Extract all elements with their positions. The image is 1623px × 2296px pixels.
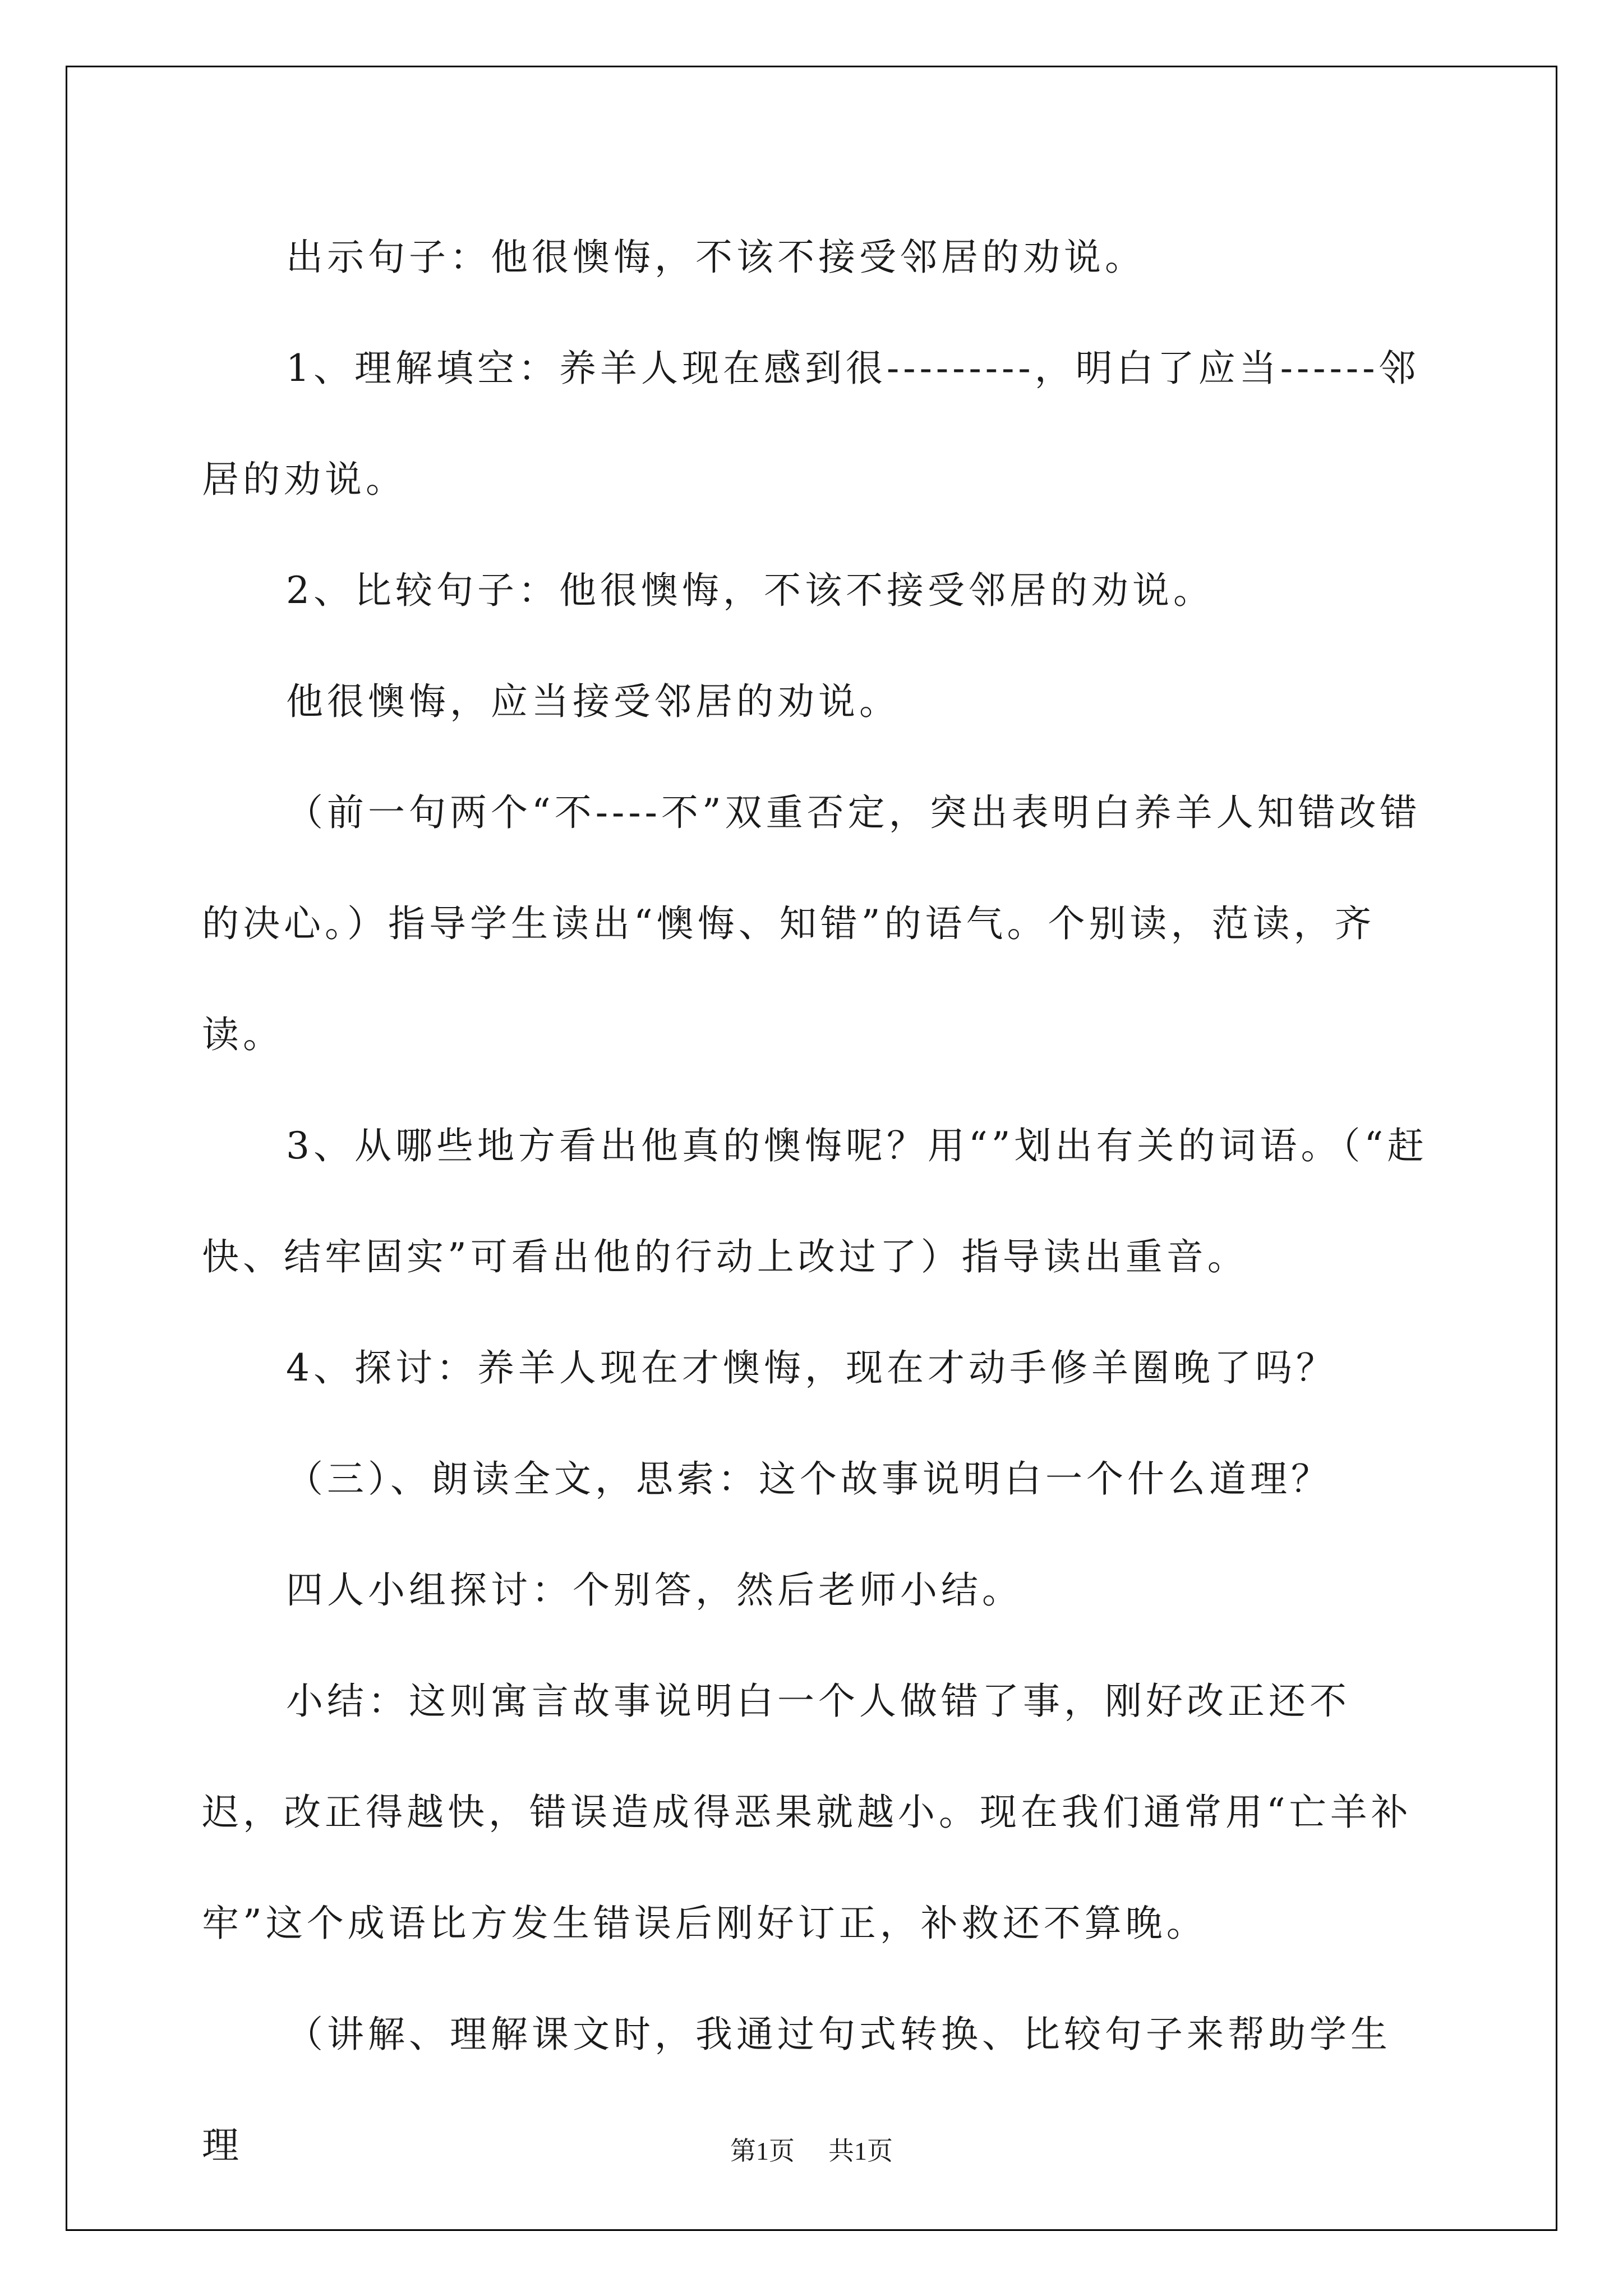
paragraph: 四人小组探讨：个别答，然后老师小结。 [286, 1568, 1023, 1612]
paragraph: （三）、朗读全文，思索：这个故事说明白一个什么道理？ [286, 1457, 1332, 1501]
paragraph: 3、从哪些地方看出他真的懊悔呢？用“”划出有关的词语。（“赶快、结牢固实”可看出他的行动上改过了）指导读出重音。 [202, 1124, 1428, 1278]
page-number: 第1页 [730, 2137, 795, 2165]
paragraph: （讲解、理解课文时，我通过句式转换、比较句子来帮助学生理 [202, 2013, 1391, 2167]
document-body [202, 202, 1430, 2201]
page-total: 共1页 [828, 2137, 893, 2165]
paragraph: 2、比较句子：他很懊悔，不该不接受邻居的劝说。 [286, 569, 1214, 612]
paragraph: 1、理解填空：养羊人现在感到很---------，明白了应当------邻居的劝说。 [202, 347, 1420, 501]
page-footer [0, 2131, 1623, 2168]
paragraph: 小结：这则寓言故事说明白一个人做错了事，刚好改正还不迟，改正得越快，错误造成得恶果就越小。现在我们通常用“亡羊补牢”这个成语比方发生错误后刚好订正，补救还不算晚。 [202, 1680, 1412, 1945]
paragraph: 他很懊悔，应当接受邻居的劝说。 [286, 680, 900, 723]
paragraph: （前一句两个“不----不”双重否定，突出表明白养羊人知错改错的决心。）指导学生读出“懊悔、知错”的语气。个别读，范读，齐读。 [202, 791, 1421, 1056]
paragraph: 出示句子：他很懊悔，不该不接受邻居的劝说。 [286, 236, 1146, 279]
paragraph: 4、探讨：养羊人现在才懊悔，现在才动手修羊圈晚了吗？ [286, 1346, 1337, 1389]
